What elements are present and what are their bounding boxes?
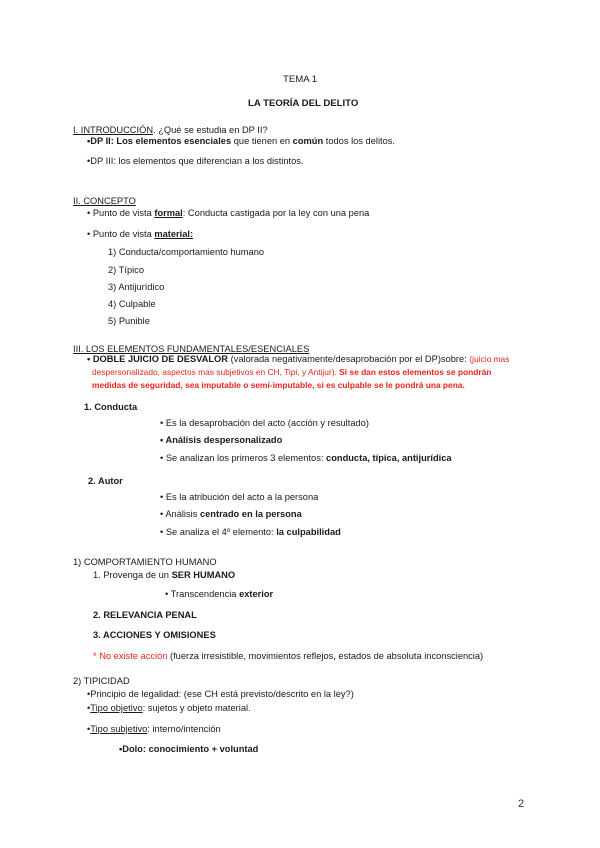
doble-juicio-line3: medidas de seguridad, sea imputable o semi-imputable, si es culpable se le pondrá una pena.: [92, 380, 465, 390]
tipo-objetivo-text: : sujetos y objeto material.: [142, 703, 251, 713]
section-concepto-heading: II. CONCEPTO: [73, 196, 136, 206]
trascendencia-item: [165, 589, 273, 599]
tema-label: TEMA 1: [283, 74, 318, 85]
p1-key: SER HUMANO: [171, 570, 236, 580]
comportamiento-p2: 2. RELEVANCIA PENAL: [93, 610, 197, 620]
doble-juicio-line2: [92, 367, 491, 377]
section-intro-heading: [73, 125, 268, 135]
list-item: 2) Típico: [108, 265, 144, 275]
conducta-label: 1. Conducta: [84, 402, 138, 412]
trans-prefix: • Transcendencia: [165, 589, 240, 599]
list-item: 1) Conducta/comportamiento humano: [108, 247, 265, 257]
autor-i3-key: la culpabilidad: [276, 527, 341, 537]
dp2-key: •DP II: Los elementos esenciales: [87, 136, 232, 146]
doble-juicio-key: • DOBLE JUICIO DE DESVALOR: [87, 354, 229, 364]
conducta-item: [160, 453, 452, 463]
tipo-objetivo-key: Tipo objetivo: [90, 703, 143, 713]
autor-label: 2. Autor: [88, 476, 123, 486]
material-key: material:: [154, 229, 194, 239]
formal-text: : Conducta castigada por la ley con una pena: [182, 208, 370, 218]
intro-bullet-dp3: •DP III: los elementos que diferencian a los distintos.: [87, 156, 304, 166]
tipicidad-subjetivo: •Tipo subjetivo: interno/intención: [87, 724, 221, 734]
no-accion-text: (fuerza irresistible, movimientos reflejos, estados de absoluta inconsciencia): [167, 651, 484, 661]
comportamiento-p3: 3. ACCIONES Y OMISIONES: [93, 630, 216, 640]
tipo-subjetivo-key: Tipo subjetivo: [90, 724, 148, 734]
dp2-mid: que tienen en: [231, 136, 293, 146]
tipo-subjetivo-text: : interno/intención: [147, 724, 221, 734]
formal-key: formal: [154, 208, 183, 218]
section-intro-title: I. INTRODUCCIÓN: [73, 125, 154, 135]
intro-bullet-dp2: [87, 136, 395, 146]
autor-i3-prefix: • Se analiza el 4º elemento:: [160, 527, 277, 537]
autor-item: • Es la atribución del acto a la persona: [160, 492, 319, 502]
material-prefix: • Punto de vista: [87, 229, 155, 239]
page-number: 2: [518, 798, 525, 810]
dp2-key2: común: [292, 136, 324, 146]
dolo-line: •Dolo: conocimiento + voluntad: [119, 744, 259, 754]
doble-juicio-red2b: Si se dan estos elementos se pondrán: [336, 367, 492, 377]
concepto-formal: [87, 208, 369, 218]
list-item: 4) Culpable: [108, 299, 156, 309]
list-item: 3) Antijurídico: [108, 282, 165, 292]
conducta-i3-prefix: • Se analizan los primeros 3 elementos:: [160, 453, 327, 463]
conducta-i3-key: conducta, típica, antijurídica: [326, 453, 452, 463]
no-accion-line: [93, 651, 483, 661]
tipicidad-objetivo: •Tipo objetivo: sujetos y objeto material.: [87, 703, 251, 713]
conducta-item: • Es la desaprobación del acto (acción y resultado): [160, 418, 369, 428]
section-elementos-heading: III. LOS ELEMENTOS FUNDAMENTALES/ESENCIALES: [73, 344, 310, 354]
autor-i2-prefix: • Análisis: [160, 509, 200, 519]
no-accion-red: * No existe acción: [93, 651, 168, 661]
formal-prefix: • Punto de vista: [87, 208, 155, 218]
autor-item: [160, 527, 341, 537]
doble-juicio-red1: (juicio mas: [469, 354, 510, 364]
autor-i2-key: centrado en la persona: [199, 509, 302, 519]
doble-juicio-red2: despersonalizado, aspectos mas subjetivos en CH, Tipi, y Antijur).: [92, 367, 337, 377]
comportamiento-p1: [93, 570, 235, 580]
concepto-material: [87, 229, 193, 239]
list-item: 5) Punible: [108, 316, 150, 326]
tipicidad-legalidad: •Principio de legalidad: (ese CH está previsto/descrito en la ley?): [87, 689, 354, 699]
page-title: LA TEORÍA DEL DELITO: [248, 98, 359, 109]
dp2-end: todos los delitos.: [323, 136, 395, 146]
conducta-item: • Análisis despersonalizado: [160, 435, 283, 445]
doble-juicio-text: (valorada negativamente/desaprobación por el DP)sobre:: [228, 354, 470, 364]
autor-item: [160, 509, 302, 519]
trans-key: exterior: [239, 589, 274, 599]
comportamiento-heading: 1) COMPORTAMIENTO HUMANO: [73, 557, 217, 567]
p1-prefix: 1. Provenga de un: [93, 570, 172, 580]
doble-juicio-line1: [87, 354, 509, 364]
section-intro-question: . ¿Qué se estudia en DP II?: [153, 125, 268, 135]
tipicidad-heading: 2) TIPICIDAD: [73, 676, 130, 686]
